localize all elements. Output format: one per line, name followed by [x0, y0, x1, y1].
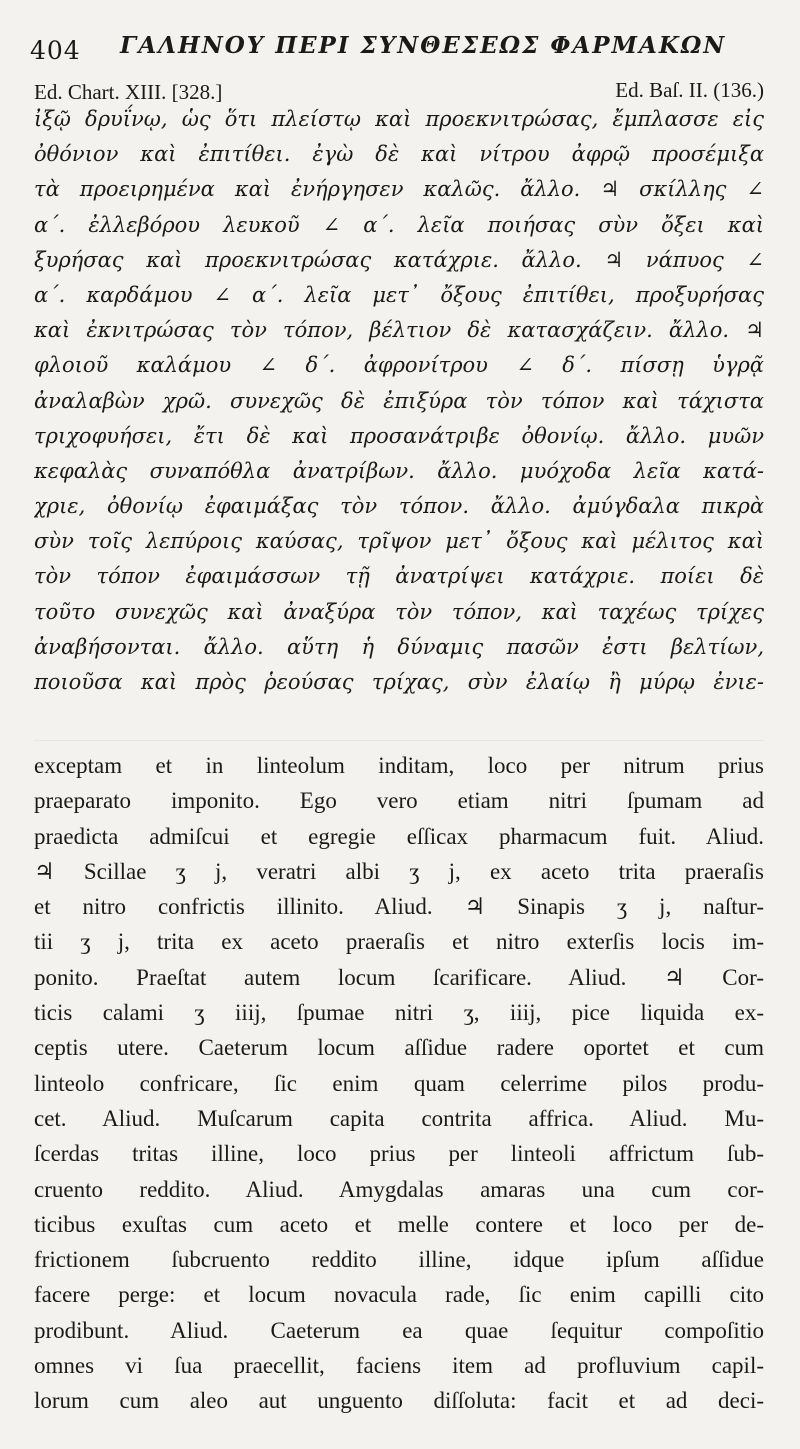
latin-text-line: ponito. Praeſtat autem locum ſcarificare. Aliud. ♃ Cor- — [34, 964, 764, 990]
greek-text-line: σὺν τοῖς λεπύροις καύσας, τρῖψον μετ᾽ ὄξους καὶ μέλιτος καὶ — [34, 529, 764, 554]
greek-text-line: καὶ ἐκνιτρώσας τὸν τόπον, βέλτιον δὲ κατασχάζειν. ἄλλο. ♃ — [34, 318, 764, 343]
edition-basel: Ed. Baſ. II. (136.) — [615, 78, 764, 102]
latin-text-line: omnes vi ſua praecellit, faciens item ad profluvium capil- — [34, 1353, 764, 1379]
greek-text-line: τὰ προειρημένα καὶ ἐνήργησεν καλῶς. ἄλλο. ♃ σκίλλης ∠ — [34, 177, 764, 202]
latin-text-line: ♃ Scillae ʒ j, veratri albi ʒ j, ex aceto trita praeraſis — [34, 858, 764, 884]
greek-text-line: α΄. ἐλλεβόρου λευκοῦ ∠ α΄. λεῖα ποιήσας σὺν ὄξει καὶ — [34, 212, 764, 237]
latin-text-line: et nitro confrictis illinito. Aliud. ♃ Sinapis ʒ j, naſtur- — [34, 894, 764, 920]
latin-text-line: prodibunt. Aliud. Caeterum ea quae ſequitur compoſitio — [34, 1317, 764, 1343]
latin-text-line: ceptis utere. Caeterum locum aſſidue radere oportet et cum — [34, 1035, 764, 1061]
section-divider — [34, 740, 764, 741]
running-title: ΓΑΛΗΝΟΥ ΠΕΡΙ ΣΥΝΘΕΣΕΩΣ ΦΑΡΜΑΚΩΝ — [120, 32, 727, 59]
latin-text-line: praedicta admiſcui et egregie eſſicax pharmacum fuit. Aliud. — [34, 823, 764, 849]
greek-text-line: τοῦτο συνεχῶς καὶ ἀναξύρα τὸν τόπον, καὶ ταχέως τρίχες — [34, 599, 764, 624]
greek-text-line: τριχοφυήσει, ἔτι δὲ καὶ προσανάτριβε ὀθονίῳ. ἄλλο. μυῶν — [34, 423, 764, 448]
latin-text-line: tii ʒ j, trita ex aceto praeraſis et nitro exterſis locis im- — [34, 929, 764, 955]
latin-text-line: linteolo confricare, ſic enim quam celerrime pilos produ- — [34, 1070, 764, 1096]
greek-text-line: χριε, ὀθονίῳ ἐφαιμάξας τὸν τόπον. ἄλλο. ἀμύγδαλα πικρὰ — [34, 494, 764, 519]
latin-text-line: ticis calami ʒ iiij, ſpumae nitri ʒ, iiij, pice liquida ex- — [34, 1000, 764, 1026]
latin-text-block — [34, 748, 764, 1419]
latin-text-line: ſcerdas tritas illine, loco prius per linteoli affrictum ſub- — [34, 1141, 764, 1167]
latin-text-line: cet. Aliud. Muſcarum capita contrita affrica. Aliud. Mu- — [34, 1105, 764, 1131]
greek-text-line: τὸν τόπον ἐφαιμάσσων τῇ ἀνατρίψει κατάχριε. ποίει δὲ — [34, 564, 764, 589]
greek-text-block — [34, 102, 764, 700]
greek-text-line: α΄. καρδάμου ∠ α΄. λεῖα μετ᾽ ὄξους ἐπιτίθει, προξυρήσας — [34, 282, 764, 307]
latin-text-line: frictionem ſubcruento reddito illine, idque ipſum aſſidue — [34, 1247, 764, 1273]
greek-text-line: φλοιοῦ καλάμου ∠ δ΄. ἀφρονίτρου ∠ δ΄. πίσσῃ ὑγρᾷ — [34, 353, 764, 378]
greek-text-line: ἰξῷ δρυΐνῳ, ὡς ὅτι πλείστῳ καὶ προεκνιτρώσας, ἔμπλασσε εἰς — [34, 107, 764, 131]
latin-text-line: facere perge: et locum novacula rade, ſic enim capilli cito — [34, 1282, 764, 1308]
greek-text-line: ἀναβήσονται. ἄλλο. αὕτη ἡ δύναμις πασῶν ἐστι βελτίων, — [34, 634, 764, 659]
greek-text-line: κεφαλὰς συναπόθλα ἀνατρίβων. ἄλλο. μυόχοδα λεῖα κατά- — [34, 458, 764, 483]
latin-text-line: praeparato imponito. Ego vero etiam nitri ſpumam ad — [34, 788, 764, 814]
latin-text-line: ticibus exuſtas cum aceto et melle contere et loco per de- — [34, 1211, 764, 1237]
edition-chartier: Ed. Chart. XIII. [328.] — [34, 80, 223, 104]
latin-text-line: exceptam et in linteolum inditam, loco per nitrum prius — [34, 753, 764, 778]
greek-text-line: ξυρήσας καὶ προεκνιτρώσας κατάχριε. ἄλλο. ♃ νάπυος ∠ — [34, 247, 764, 272]
latin-text-line: lorum cum aleo aut unguento diſſoluta: facit et ad deci- — [34, 1388, 764, 1414]
latin-text-line: cruento reddito. Aliud. Amygdalas amaras una cum cor- — [34, 1176, 764, 1202]
greek-text-line: ἀναλαβὼν χρῶ. συνεχῶς δὲ ἐπιξύρα τὸν τόπον καὶ τάχιστα — [34, 388, 764, 413]
running-header — [30, 30, 770, 70]
greek-text-line: ποιοῦσα καὶ πρὸς ῥεούσας τρίχας, σὺν ἐλαίῳ ἢ μύρῳ ἐνιε- — [34, 670, 764, 694]
page-number: 404 — [30, 36, 81, 65]
greek-text-line: ὀθόνιον καὶ ἐπιτίθει. ἐγὼ δὲ καὶ νίτρου ἀφρῷ προσέμιξα — [34, 142, 764, 167]
